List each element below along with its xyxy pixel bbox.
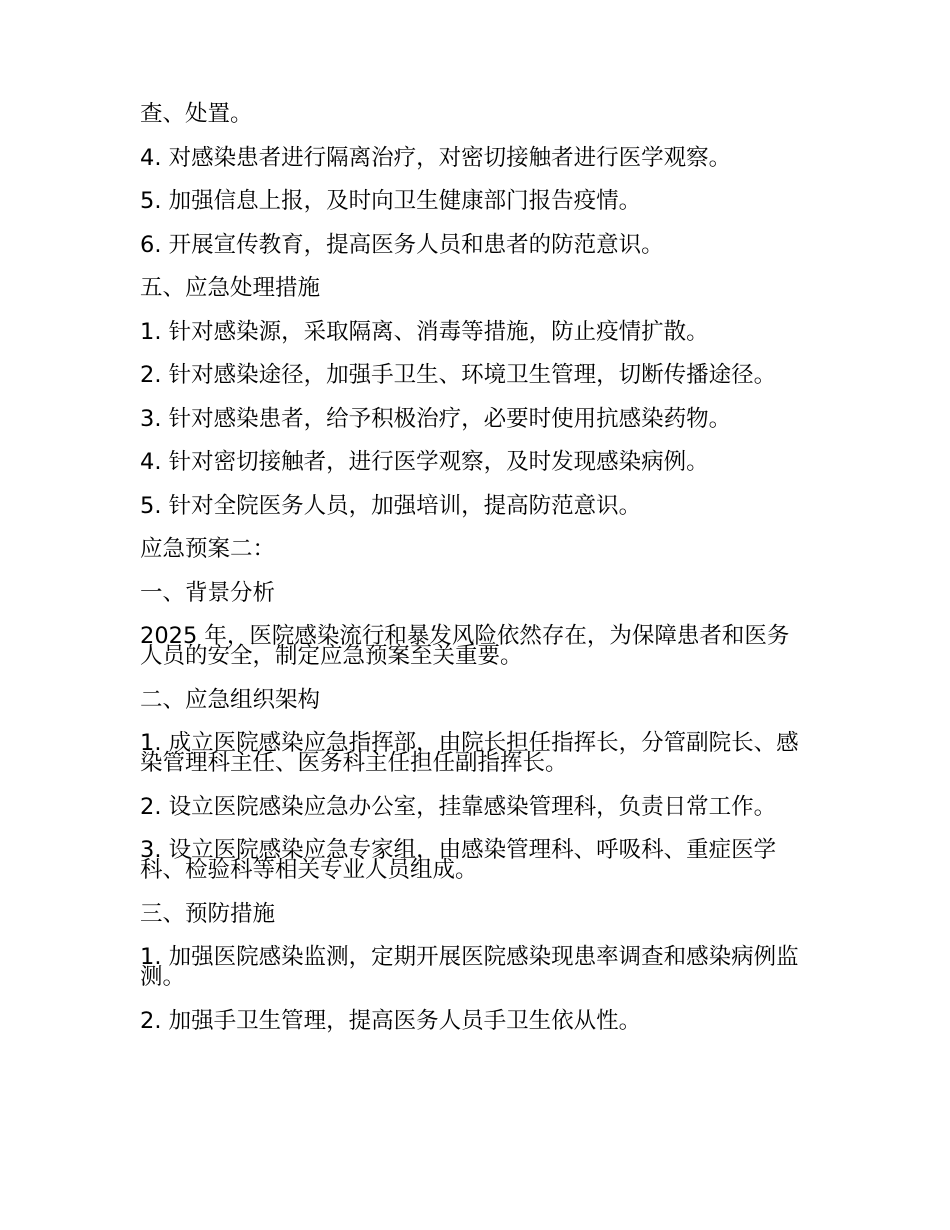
paragraph: 2. 加强手卫生管理，提高医务人员手卫生依从性。 [140, 1007, 642, 1034]
paragraph: 1. 加强医院感染监测，定期开展医院感染现患率调查和感染病例监测。 [140, 944, 799, 990]
paragraph: 5. 针对全院医务人员，加强培训，提高防范意识。 [140, 492, 642, 519]
paragraph: 1. 成立医院感染应急指挥部，由院长担任指挥长，分管副院长、感染管理科主任、医务科主任担任副指挥长。 [140, 730, 799, 776]
paragraph: 4. 对感染患者进行隔离治疗，对密切接触者进行医学观察。 [140, 144, 732, 171]
paragraph: 2. 针对感染途径，加强手卫生、环境卫生管理，切断传播途径。 [140, 362, 777, 388]
paragraph: 2025 年，医院感染流行和暴发风险依然存在，为保障患者和医务人员的安全，制定应急预案至关重要。 [140, 623, 790, 669]
paragraph: 查、处置。 [140, 101, 253, 127]
plan-title: 应急预案二： [140, 536, 276, 562]
section-heading: 三、预防措施 [140, 900, 276, 927]
paragraph: 5. 加强信息上报，及时向卫生健康部门报告疫情。 [140, 188, 642, 214]
paragraph: 2. 设立医院感染应急办公室，挂靠感染管理科，负责日常工作。 [140, 793, 777, 820]
paragraph: 4. 针对密切接触者，进行医学观察，及时发现感染病例。 [140, 449, 709, 475]
paragraph: 6. 开展宣传教育，提高医务人员和患者的防范意识。 [140, 231, 664, 258]
paragraph: 3. 针对感染患者，给予积极治疗，必要时使用抗感染药物。 [140, 405, 732, 432]
paragraph: 1. 针对感染源，采取隔离、消毒等措施，防止疫情扩散。 [140, 318, 709, 345]
section-heading: 五、应急处理措施 [140, 275, 321, 301]
section-heading: 一、背景分析 [140, 579, 276, 606]
section-heading: 二、应急组织架构 [140, 686, 321, 713]
paragraph: 3. 设立医院感染应急专家组，由感染管理科、呼吸科、重症医学科、检验科等相关专业人员组成。 [140, 837, 777, 883]
document-page [140, 101, 810, 1054]
